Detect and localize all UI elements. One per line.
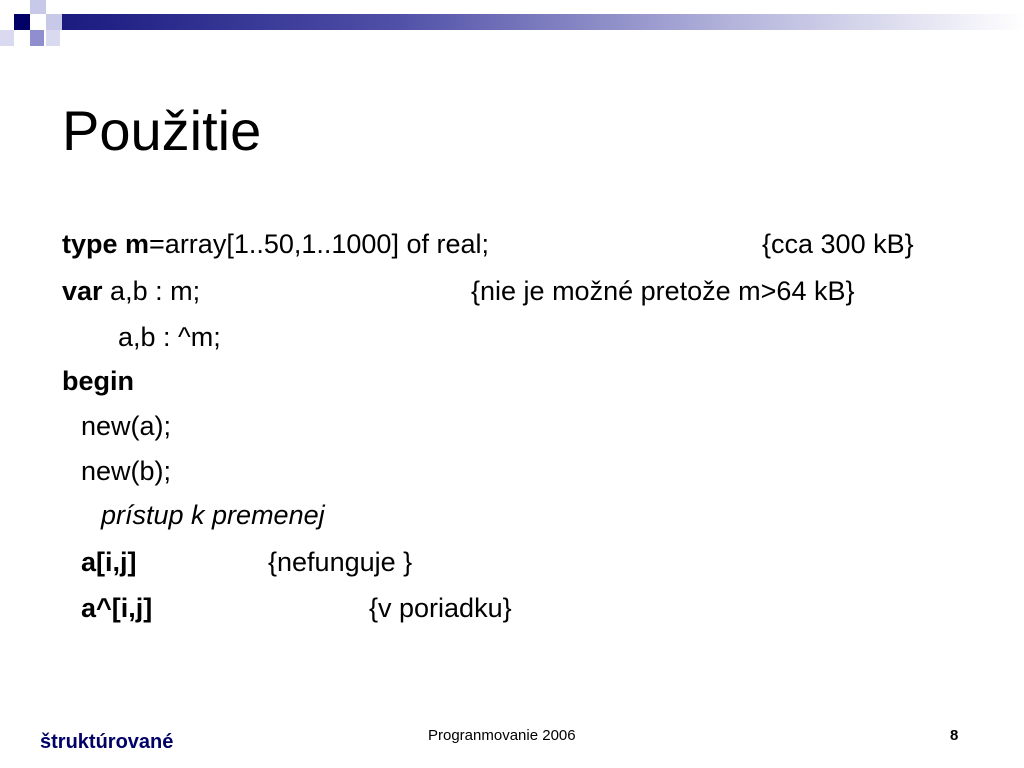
code-text: a,b : m; bbox=[102, 276, 201, 306]
page-number: 8 bbox=[950, 727, 959, 744]
code-line: a[i,j] bbox=[81, 547, 137, 577]
keyword-begin: begin bbox=[62, 366, 134, 396]
keyword-type: type m bbox=[62, 229, 150, 259]
code-line-type bbox=[62, 228, 489, 260]
code-line: a^[i,j] bbox=[81, 593, 153, 623]
footer-section-label: štruktúrované bbox=[40, 731, 174, 753]
keyword-var: var bbox=[62, 276, 103, 306]
code-comment: {nie je možné pretože m>64 kB} bbox=[471, 276, 855, 306]
footer-title: Progranmovanie 2006 bbox=[428, 727, 576, 744]
code-line-var bbox=[62, 275, 200, 307]
code-line: new(b); bbox=[81, 456, 172, 486]
slide-title: Použitie bbox=[62, 99, 262, 162]
code-comment: {nefunguje } bbox=[268, 547, 413, 577]
code-line: a,b : ^m; bbox=[118, 322, 221, 352]
code-line: new(a); bbox=[81, 411, 172, 441]
code-comment: {v poriadku} bbox=[369, 593, 512, 623]
code-text: =array[1..50,1..1000] of real; bbox=[149, 229, 489, 259]
code-comment: {cca 300 kB} bbox=[762, 229, 914, 259]
code-comment-italic: prístup k premenej bbox=[101, 500, 325, 530]
